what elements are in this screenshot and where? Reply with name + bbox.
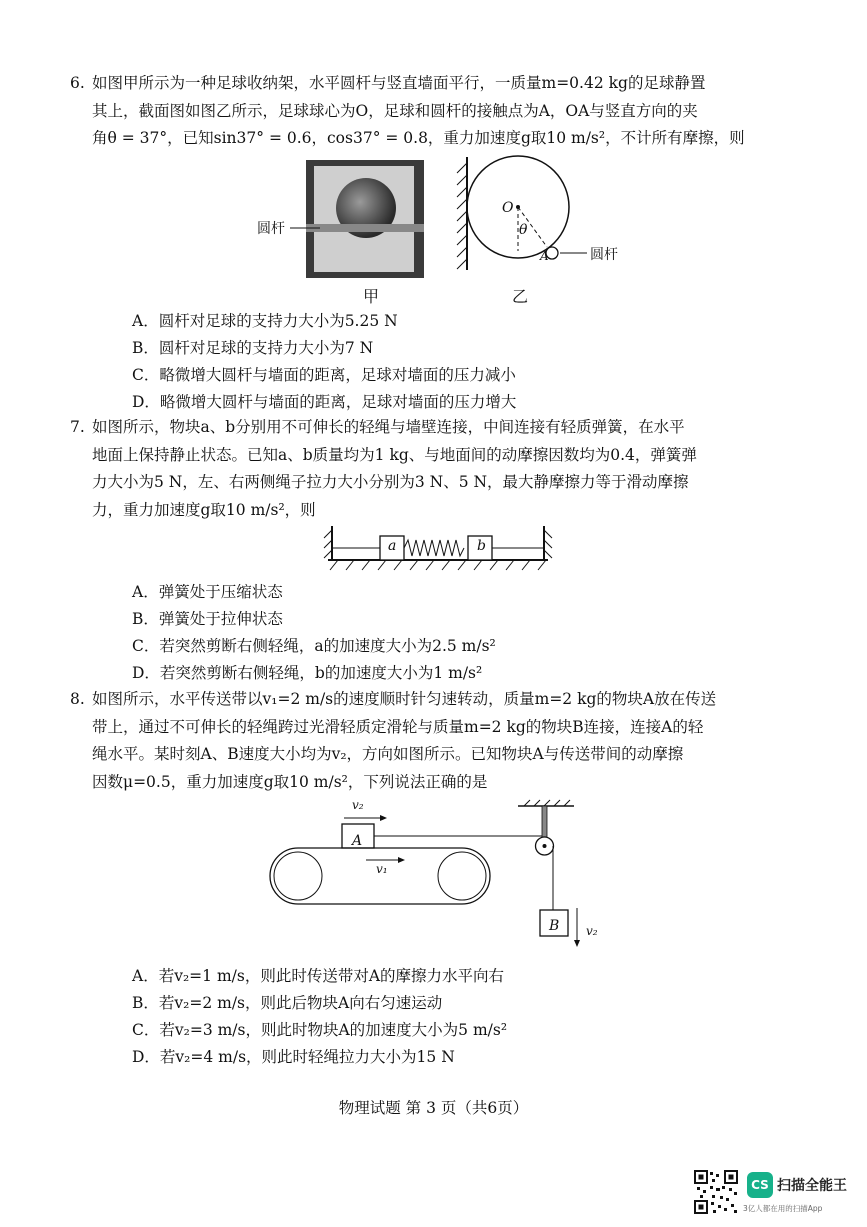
v2-side-label: v₂ <box>586 924 598 938</box>
block-a-label: a <box>388 538 397 554</box>
brand-name: 扫描全能王 <box>777 1178 847 1194</box>
option-d: D．若突然剪断右侧轻绳，b的加速度大小为1 m/s² <box>132 664 483 682</box>
question-stem-line: 带上，通过不可伸长的轻绳跨过光滑轻质定滑轮与质量m=2 kg的物块B连接，连接A的轻 <box>92 717 704 736</box>
figure-spring-blocks <box>318 524 558 574</box>
label-O: O <box>502 200 514 216</box>
block-A-label: A <box>352 833 363 849</box>
question-stem-line: 因数μ=0.5，重力加速度g取10 m/s²，下列说法正确的是 <box>92 772 488 791</box>
option-b: B．圆杆对足球的支持力大小为7 N <box>132 339 374 357</box>
label-A: A <box>540 249 549 263</box>
option-c: C．若v₂=3 m/s，则此时物块A的加速度大小为5 m/s² <box>132 1021 508 1039</box>
page-footer: 物理试题 第 3 页（共6页） <box>338 1099 529 1117</box>
option-c: C．略微增大圆杆与墙面的距离，足球对墙面的压力减小 <box>132 366 516 384</box>
block-b-label: b <box>477 538 486 554</box>
question-stem-line: 其上，截面图如图乙所示，足球球心为O，足球和圆杆的接触点为A，OA与竖直方向的夹 <box>92 101 698 120</box>
brand-slogan: 3亿人都在用的扫描App <box>743 1204 823 1213</box>
question-stem-line: 力大小为5 N，左、右两侧绳子拉力大小分别为3 N、5 N，最大静摩擦力等于滑动摩擦 <box>92 473 689 491</box>
figure-conveyor <box>270 800 610 960</box>
v2-top-label: v₂ <box>352 798 364 812</box>
option-c: C．若突然剪断右侧轻绳，a的加速度大小为2.5 m/s² <box>132 637 496 655</box>
question-stem-line: 力，重力加速度g取10 m/s²，则 <box>92 500 316 519</box>
question-stem-line: 绳水平。某时刻A、B速度大小均为v₂，方向如图所示。已知物块A与传送带间的动摩擦 <box>92 745 684 763</box>
question-stem-line: 角θ = 37°，已知sin37° = 0.6，cos37° = 0.8，重力加速度g取10 m/s²，不计所有摩擦，则 <box>92 129 745 147</box>
figure-yi <box>455 155 625 295</box>
question-7 <box>70 414 792 524</box>
scanner-watermark <box>741 1168 867 1222</box>
question-number: 6. <box>70 74 85 92</box>
question-number: 8. <box>70 690 85 708</box>
option-d: D．略微增大圆杆与墙面的距离，足球对墙面的压力增大 <box>132 393 517 411</box>
question-stem-line: 如图所示，水平传送带以v₁=2 m/s的速度顺时针匀速转动，质量m=2 kg的物块A放在传送 <box>92 690 717 708</box>
rod-label-yi: 圆杆 <box>590 247 618 263</box>
question-8 <box>70 686 792 796</box>
option-a: A．弹簧处于压缩状态 <box>132 583 283 601</box>
caption-jia: 甲 <box>363 287 380 306</box>
option-a: A．圆杆对足球的支持力大小为5.25 N <box>132 312 398 330</box>
question-number: 7. <box>70 418 85 436</box>
question-stem-line: 如图甲所示为一种足球收纳架，水平圆杆与竖直墙面平行，一质量m=0.42 kg的足球静置 <box>92 74 706 92</box>
caption-yi: 乙 <box>512 287 529 306</box>
qr-code-icon <box>694 1170 738 1214</box>
question-stem-line: 如图所示，物块a、b分别用不可伸长的轻绳与墙壁连接，中间连接有轻质弹簧，在水平 <box>92 418 685 436</box>
question-stem-line: 地面上保持静止状态。已知a、b质量均为1 kg、与地面间的动摩擦因数均为0.4，弹簧弹 <box>92 445 697 464</box>
camscanner-icon: CS <box>747 1172 773 1198</box>
option-b: B．弹簧处于拉伸状态 <box>132 610 283 628</box>
rod-label: 圆杆 <box>257 221 285 237</box>
v1-label: v₁ <box>376 862 388 876</box>
option-d: D．若v₂=4 m/s，则此时轻绳拉力大小为15 N <box>132 1048 455 1066</box>
option-a: A．若v₂=1 m/s，则此时传送带对A的摩擦力水平向右 <box>132 967 505 985</box>
option-b: B．若v₂=2 m/s，则此后物块A向右匀速运动 <box>132 994 443 1012</box>
block-B-label: B <box>549 918 560 934</box>
label-theta: θ <box>519 222 528 238</box>
